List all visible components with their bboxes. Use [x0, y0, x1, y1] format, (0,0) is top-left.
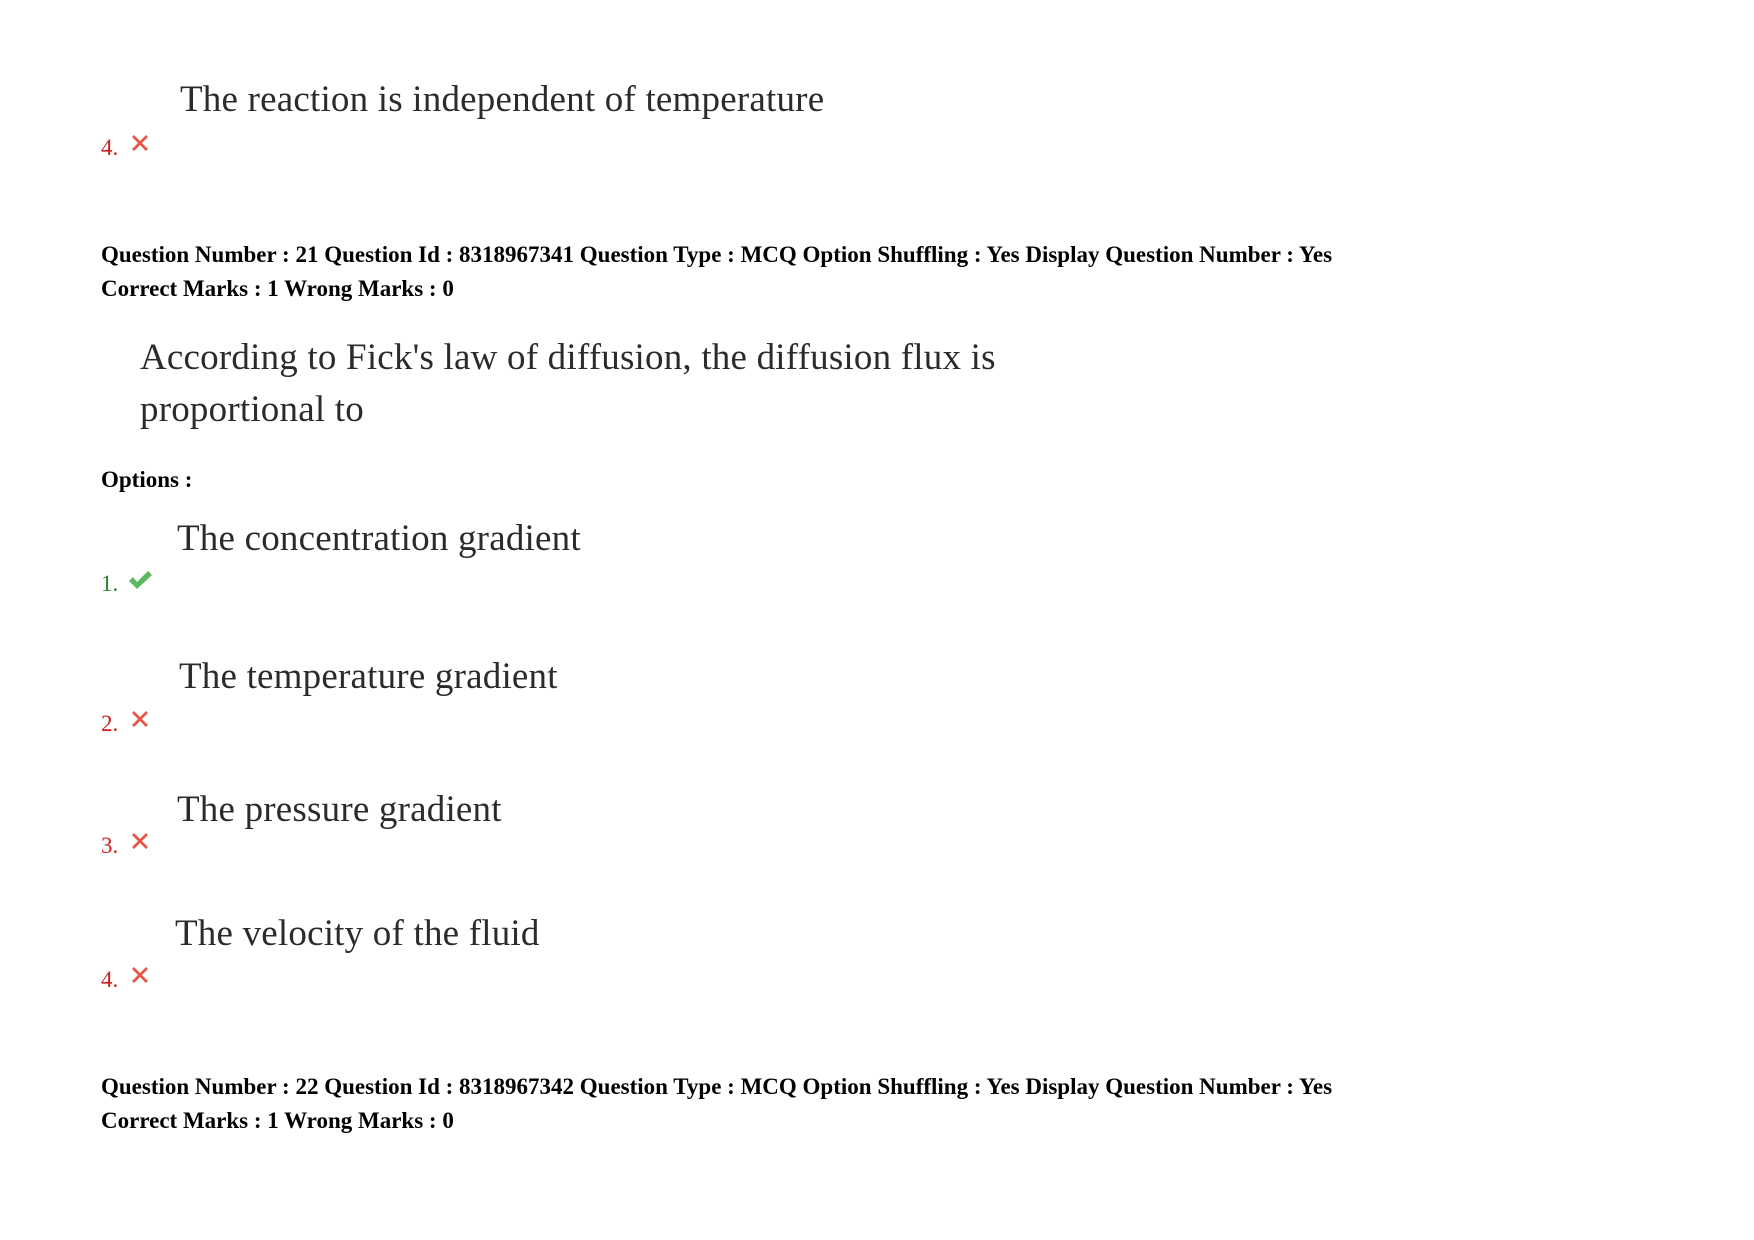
prev-option-4-text: The reaction is independent of temperature	[180, 79, 825, 120]
q21-question-line-1: According to Fick's law of diffusion, the diffusion flux is	[140, 337, 996, 378]
check-icon	[127, 569, 153, 591]
q21-option-3-number: 3.	[101, 833, 119, 858]
q21-option-2-text: The temperature gradient	[179, 656, 558, 697]
q22-meta-line-1: Question Number : 22 Question Id : 8318967342 Question Type : MCQ Option Shuffling : Yes Display Question Number : Yes	[101, 1074, 1333, 1099]
q21-meta-line-1: Question Number : 21 Question Id : 8318967341 Question Type : MCQ Option Shuffling : Yes Display Question Number : Yes	[101, 242, 1333, 267]
cross-icon	[129, 133, 151, 153]
q21-option-3-text: The pressure gradient	[177, 789, 502, 830]
q21-option-2-number: 2.	[101, 711, 119, 736]
q21-option-1-number: 1.	[101, 571, 119, 596]
q21-options-label: Options :	[101, 467, 193, 492]
q21-option-4-number: 4.	[101, 967, 119, 992]
prev-option-4-number: 4.	[101, 135, 119, 160]
cross-icon	[129, 709, 151, 729]
cross-icon	[129, 831, 151, 851]
q21-question-text	[140, 332, 996, 436]
q22-meta-line-2: Correct Marks : 1 Wrong Marks : 0	[101, 1108, 454, 1133]
q21-question-line-2: proportional to	[140, 389, 364, 430]
cross-icon	[129, 965, 151, 985]
q21-option-1-text: The concentration gradient	[177, 518, 581, 559]
q21-meta-line-2: Correct Marks : 1 Wrong Marks : 0	[101, 276, 454, 301]
q21-option-4-text: The velocity of the fluid	[175, 913, 540, 954]
